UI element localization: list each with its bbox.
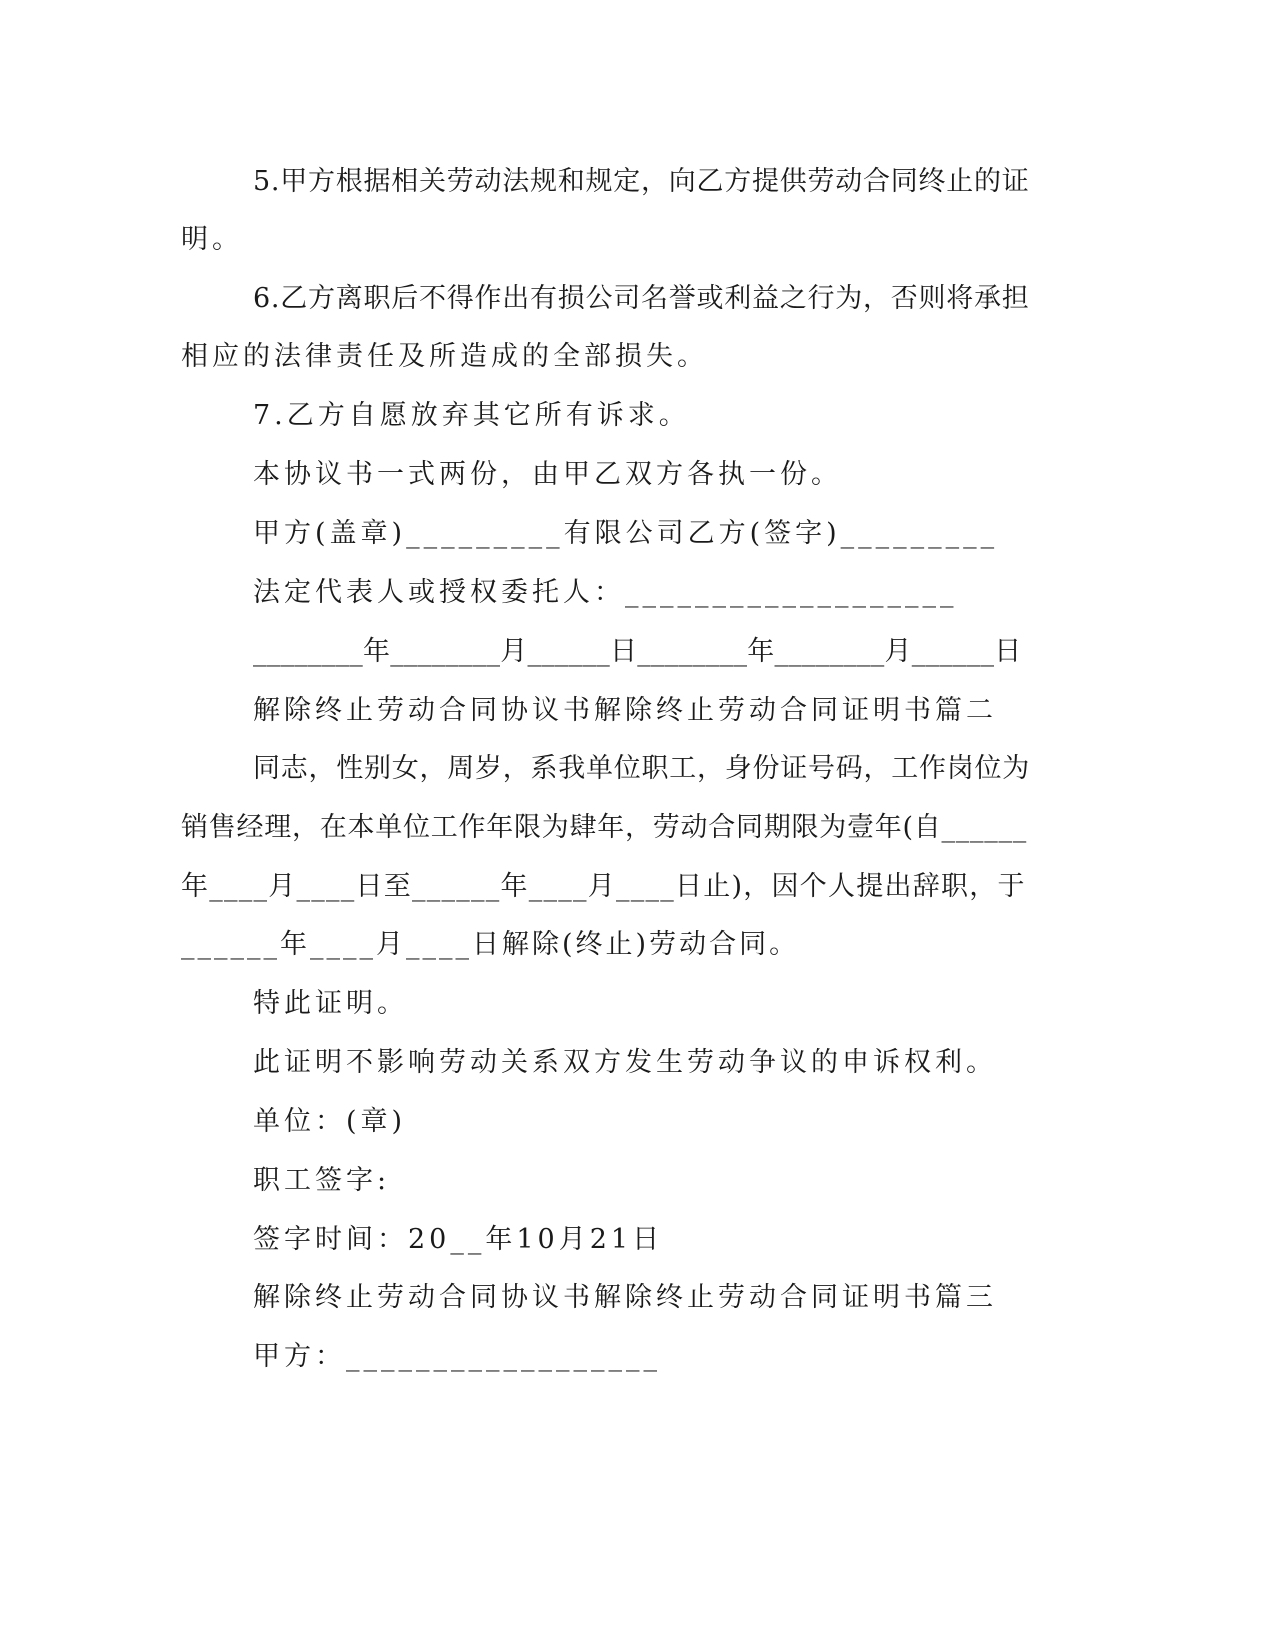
section-three-heading: 解除终止劳动合同协议书解除终止劳动合同证明书篇三 (253, 1282, 997, 1313)
clause-5-line-2: 明。 (181, 224, 243, 255)
clause-7: 7.乙方自愿放弃其它所有诉求。 (253, 400, 690, 431)
certificate-line-1: 同志，性别女，周岁，系我单位职工，身份证号码，工作岗位为 (253, 753, 1030, 784)
unit-seal-line: 单位：(章) (253, 1106, 407, 1137)
section-two-heading: 解除终止劳动合同协议书解除终止劳动合同证明书篇二 (253, 695, 997, 726)
employee-signature-line: 职工签字: (253, 1165, 391, 1196)
date-line: ________年________月______日________年________月______日 (253, 636, 1022, 667)
clause-6-line-2: 相应的法律责任及所造成的全部损失。 (181, 341, 708, 372)
certificate-line-3: 年____月____日至______年____月____日止)，因个人提出辞职，于 (181, 871, 1026, 902)
certificate-line-4: ______年____月____日解除(终止)劳动合同。 (181, 929, 800, 960)
copies-statement: 本协议书一式两份，由甲乙双方各执一份。 (253, 459, 842, 490)
appeal-rights-note: 此证明不影响劳动关系双方发生劳动争议的申诉权利。 (253, 1047, 997, 1078)
clause-5-line-1: 5.甲方根据相关劳动法规和规定，向乙方提供劳动合同终止的证 (253, 166, 1030, 197)
legal-representative-line: 法定代表人或授权委托人：___________________ (253, 577, 958, 608)
party-a-line: 甲方：__________________ (253, 1341, 661, 1372)
party-signature-line: 甲方(盖章)_________有限公司乙方(签字)_________ (253, 518, 999, 549)
signing-date-line: 签字时间：20__年10月21日 (253, 1224, 664, 1255)
certificate-line-2: 销售经理，在本单位工作年限为肆年，劳动合同期限为壹年(自______ (181, 812, 1028, 843)
hereby-certify: 特此证明。 (253, 988, 408, 1019)
clause-6-line-1: 6.乙方离职后不得作出有损公司名誉或利益之行为，否则将承担 (253, 283, 1030, 314)
